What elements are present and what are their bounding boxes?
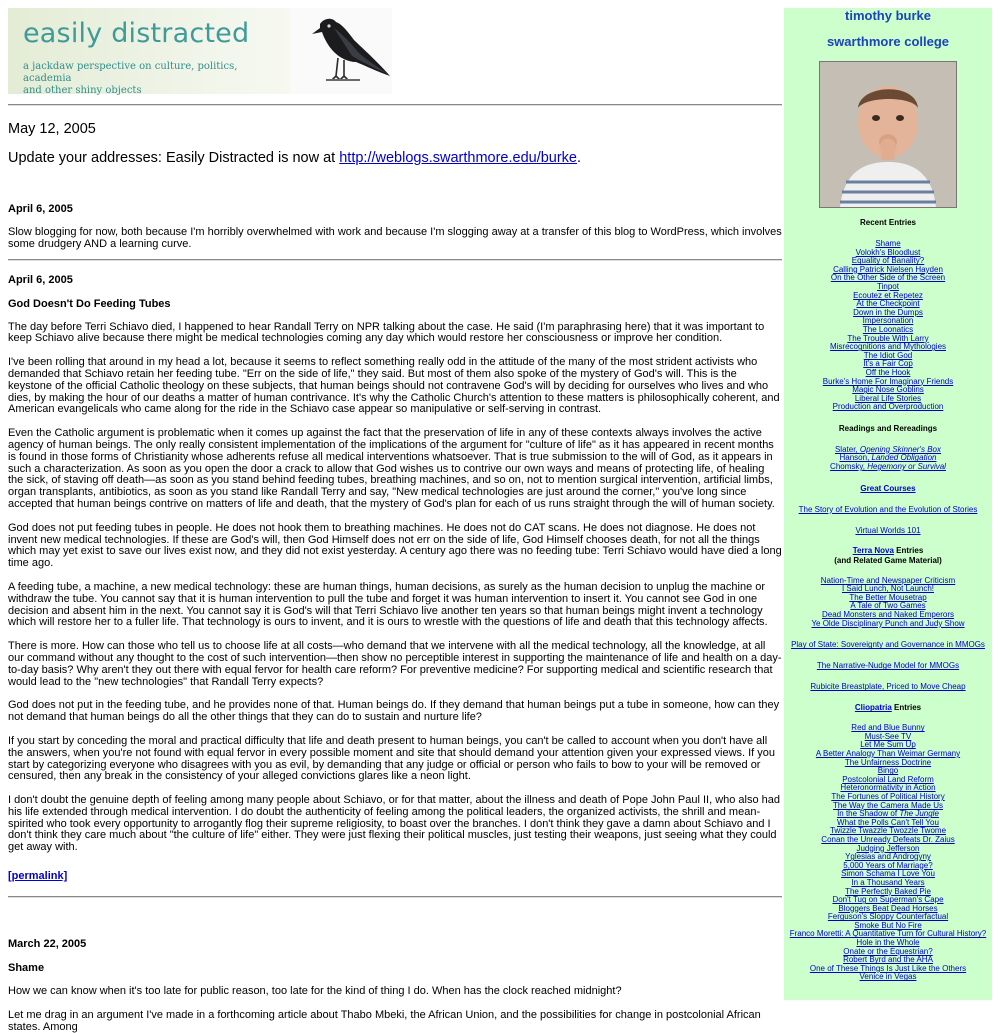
tagline-line-1: a jackdaw perspective on culture, politics, academia [23,61,238,84]
clio-entry-text: Let Me Sum Up [860,740,916,750]
clio-entry-text: Venice in Vegas [859,972,917,982]
terra-nova-link[interactable]: Terra Nova [852,545,894,555]
clio-entry-text: Franco Moretti: A Quantitative Turn for Cultural History? [789,929,987,939]
reading-link[interactable] [830,462,946,471]
author-photo [819,61,957,208]
divider [8,259,782,261]
clio-entry-text: Conan the Unready Defeats Dr. Zaius [821,834,955,844]
post-paragraph: If you start by conceding the moral and practical difficulty that life and death present to human beings, you can't be called to account when you don't have all the answers, when you're not found with equal fervor in every possible moment and site that should demand your attention given your expressed views. If you start by categorizing everyone who disagrees with you as evil, by demanding that any judge or official or person who fails to bow to your will be removed or censured, then any break in the consistency of your alleged convictions glares like a neon light. [8,734,776,783]
sidebar-entry-link[interactable]: Magic Nose Goblins [852,385,924,395]
sidebar-sections [784,218,992,982]
sidebar-entry-link[interactable]: Liberal Life Stories [854,393,922,403]
clio-entries-word: Entries [891,703,922,713]
clio-entry-text: The Fortunes of Political History [831,791,945,801]
sidebar-entry-link[interactable]: Impersonation [862,316,914,326]
narrative-nudge-link[interactable]: The Narrative-Nudge Model for MMOGs [816,661,960,671]
clio-entry-text: In a Thousand Years [851,877,925,887]
great-courses-title [784,484,992,494]
clio-entry-text: Judging Jefferson [856,843,920,853]
course-evolution-link[interactable]: The Story of Evolution and the Evolution of Stories [798,504,978,514]
blog-banner [8,8,392,94]
clio-entry-text: Red and Blue Bunny [851,723,925,733]
post-feeding-tubes [8,274,782,884]
recent-entries-list [784,240,992,412]
clio-entry-link[interactable] [860,972,917,981]
post-date: April 6, 2005 [8,273,73,286]
clio-entry-text: Don't Tug on Superman's Cape [832,895,944,905]
post-date: March 22, 2005 [8,938,87,951]
reading-work: Hegemony or Survival [867,462,946,472]
move-suffix: . [577,150,582,166]
post-paragraph: God does not put feeding tubes in people. He does not hook them to breathing machines. He does not do CAT scans. He does not diagnose. He does not invent new medical technologies. If these are God's will, then God Himself does not err on the side of life, God Himself chooses death, for not all the things which may yet exist to save our lives exist now, and they did not exist yesterday. A century ago there was no feeding tube: Terri Schiavo would have died a long time ago. [8,521,782,570]
post-shame [8,938,782,1033]
clio-item [784,973,992,982]
permalink-link[interactable]: [permalink] [8,870,68,883]
sidebar-entry-link[interactable]: Off the Hook [865,367,911,377]
sidebar-entry-link[interactable]: The Trouble With Larry [847,333,929,343]
clio-entry-text: 5,000 Years of Marriage? [843,860,933,870]
sidebar-entry-link[interactable]: At the Checkpoint [856,299,920,309]
narrative-nudge-item [784,661,992,671]
clio-entry-text: Heteronormativity in Action [840,783,936,793]
author-college: swarthmore college [826,34,950,49]
readings-list [784,446,992,472]
jackdaw-bird-icon [298,12,396,92]
post-paragraph: I don't doubt the genuine depth of feeling among many people about Schiavo, or for that matter, about the illness and death of Pope John Paul II, who also had his life extended through medical intervention. I do doubt the authenticity of feeling among the political leaders, the organized activists, the shrill and mean-spirited who took every opportunity to arrogantly flog their supreme religiosity, to boast over the branches. I don't think they gave a damn about Schiavo and I don't think they care much about "the culture of life" either. They were just flexing their political muscles, just testing their weapons, just seeing what they could get away with. [8,794,781,854]
reading-work: Landed Obligation [871,453,937,463]
clio-entry-text: One of These Things Is Just Like the Others [809,963,967,973]
sidebar-entry-link[interactable]: The Loonatics [862,324,914,334]
reading-work: Opening Skinner's Box [859,444,942,454]
clio-entry-text: Robert Byrd and the AHA [843,955,933,965]
cliopatria-link[interactable]: Cliopatria [854,703,892,713]
divider [8,104,782,106]
clio-entry-text: Twizzle Twazzle Twozzle Twome [829,826,947,836]
sidebar-entry-link[interactable]: Equality of Banality? [851,256,925,266]
main-column [8,104,782,1033]
sidebar-entry-link[interactable]: Volokh's Bloodlust [855,247,921,257]
move-text: Update your addresses: Easily Distracted is now at [8,150,340,166]
clio-entry-text: Hole in the Whole [856,938,920,948]
post-paragraph: There is more. How can those who tell us to choose life at all costs—who demand that we intervene with all the medical technology, all the knowledge, at all our command without any thought to the cost of such intervention—then show no perceptible interest in supporting the maintenance of life and health on a day-to-day basis? Why aren't they out there with equal fervor for health care reform? For preventive medicine? For supporting medical and scientific research that would lead to the "new technologies" that Randall Terry expects? [8,640,782,688]
terra-entries-word: Entries [893,545,924,555]
sidebar-entry-link[interactable]: Down in the Dumps [853,307,923,317]
sidebar-entry-link[interactable]: Tinpot [877,281,899,291]
author-name: timothy burke [845,8,931,23]
recent-entries-title: Recent Entries [859,218,917,227]
clio-entry-text: Postcolonial Land Reform [842,774,934,784]
great-courses-link[interactable]: Great Courses [860,483,916,493]
sidebar-entry-link[interactable]: Dead Monsters and Naked Emperors [821,610,955,620]
terra-nova-list [784,577,992,629]
play-of-state-link[interactable]: Play of State: Sovereignty and Governance in MMOGs [791,640,985,650]
sidebar-entry-link[interactable]: Calling Patrick Nielsen Hayden [833,264,943,274]
post-body [8,149,782,167]
rubicite-link[interactable]: Rubicite Breastplate, Priced to Move Cheap [810,682,966,692]
divider [8,896,782,898]
tagline-line-2: and other shiny objects [23,85,142,96]
reading-author: Hanson, [839,453,872,463]
sidebar [784,8,992,1000]
sidebar-entry-link[interactable]: On the Other Side of the Screen [830,273,946,283]
post-title: God Doesn't Do Feeding Tubes [8,297,171,310]
sidebar-entry-link[interactable]: Shame [875,239,901,248]
sidebar-entry-link[interactable]: Nation-Time and Newspaper Criticism [820,575,956,585]
terra-nova-title [784,546,992,566]
post-paragraph: Let me drag in an argument I've made in a forthcoming article about Thabo Mbeki, the African Union, and the possibilities for change in postcolonial African states. Among [8,1008,761,1033]
clio-entry-text: The Way the Camera Made Us [833,800,943,810]
post-paragraph: How we can know when it's too late for public reason, too late for the kind of thing I do. When has the clock reached midnight? [8,985,622,998]
rubicite-item [784,682,992,692]
clio-entry-text: The Unfairness Doctrine [844,757,932,767]
sidebar-entry-link[interactable]: Ecoutez et Repetez [853,290,923,300]
post-paragraph: I've been rolling that around in my head a lot, because it seems to reflect something really odd in the attitude of the many of the most strident activists who demanded that Schiavo retain her feeding tube. "Err on the side of life," they said. But most of them also spoke of the mystery of God's will. This is the keystone of the official Catholic theology on these subjects, that human beings should not contravene God's will by deciding for ourselves who lives and who dies, by making the hour of our deaths a matter of human contrivance. It's why the Catholic Church's attention to these matters is philosophically coherent, and American evangelicals who came along for the ride in the Schiavo case appear so manipulative or self-serving in contrast. [8,356,780,416]
cliopatria-list [784,724,992,982]
post-paragraph: The day before Terri Schiavo died, I happened to hear Randall Terry on NPR talking about the case. He said (I'm paraphrasing here) that it was important to keep Schiavo alive because there might be medical technologies coming any day which would restore her consciousness or improve her condition. [8,320,765,345]
sidebar-entry-link[interactable]: Production and Overproduction [832,402,944,412]
cliopatria-title [784,703,992,713]
clio-entry-text: In the Shadow of [837,809,900,819]
sidebar-entry-link[interactable]: The Idiot God [863,350,913,360]
permalink-row [8,866,782,884]
sidebar-entry-link[interactable]: Misrecognitions and Mythologies [829,342,947,352]
play-of-state-item [784,640,992,650]
post-date: May 12, 2005 [8,121,96,137]
reading-author: Chomsky, [830,462,868,472]
post-slow-blogging [8,203,782,251]
sidebar-entry-link[interactable]: It's a Fair Cop [863,359,913,369]
blog-tagline [23,61,283,97]
post-title: Shame [8,962,45,975]
sidebar-entry-link[interactable]: Ye Olde Disciplinary Punch and Judy Show [811,618,965,628]
clio-entry-text: A Better Analogy Than Weimar Germany [815,749,961,758]
post-paragraph: Slow blogging for now, both because I'm horribly overwhelmed with work and because I'm slogging away at a transfer of this blog to WordPress, which involves some drudgery AND a learning curve. [8,226,782,250]
post-paragraph: Even the Catholic argument is problematic when it comes up against the fact that the preservation of life in any of these contexts always involves the active agency of human beings. The only really consistent implementation of the implications of the argument for "culture of life" as it has appeared in recent months is found in those forms of Christianity whose adherents refuse all medical interventions whatsoever. That is true submission to the will of God, as it appears in such a characterization. As soon as you open the door a crack to allow that God wishes us to contrive our own ways and means of protecting life, of healing the sick, of staving off death—as soon as you stand behind feeding tubes, breathing machines, and so on, not to mention surgical intervention, artificial limbs, organ transplants, antibiotics, as soon as you stand like Randall Terry and say, "New medical technologies are just around the corner," you've long since accepted that human beings contrive on matters of life and death, that the mystery of God's plan for each of us runs straight through the will of human society. [8,427,775,510]
clio-entry-text: Onate or the Equestrian? [843,946,933,956]
clio-entry-text: Bingo [877,766,899,776]
reading-author: Slater, [834,444,860,454]
banner-panel [8,8,290,94]
reading-item [784,463,992,472]
post-paragraph: A feeding tube, a machine, a new medical technology: these are human things, human decisions, as surely as the human decision to unplug the machine or withdraw the tube. You cannot say that it is human intervention to pull the tube and forget it was human intervention to insert it. You cannot see God in one decision and absent him in the next. You cannot say it is God's will that Terri Schiavo live another ten years so that human beings might invent a technology which will restore her to a fuller life. That technology is ours to invent, and it is ours to wrestle with the questions of life and death that this technology affects. [8,580,768,629]
post-date: April 6, 2005 [8,203,73,215]
child-portrait-icon [820,62,956,207]
new-blog-link[interactable]: http://weblogs.swarthmore.edu/burke [339,150,577,166]
clio-entry-text: Yglesias and Androgyny [845,852,931,862]
course-virtual-item [784,526,992,536]
sidebar-list-item [784,403,992,412]
post-paragraph: God does not put in the feeding tube, and he provides none of that. Human beings do. If they demand that human beings put a tube in someone, how can they not demand that human beings do all the other things that they can do to sustain and nurture life? [8,699,780,724]
post-move-notice [8,121,782,167]
clio-entry-text: Simon Schama I Love You [841,869,935,879]
clio-entry-text: Ferguson's Sloppy Counterfactual [827,912,949,922]
readings-title: Readings and Rereadings [838,423,938,433]
clio-entry-text: Must-See TV [864,731,912,741]
clio-entry-text: Bloggers Beat Dead Horses [838,903,938,913]
sidebar-entry-link[interactable]: A Tale of Two Games [850,601,926,611]
clio-entry-italic: The Jungle [899,809,939,819]
clio-entry-text: Smoke But No Fire [854,920,922,930]
course-virtual-link[interactable]: Virtual Worlds 101 [855,525,921,535]
sidebar-entry-link[interactable]: Burke's Home For Imaginary Friends [822,376,954,386]
sidebar-entry-link[interactable]: The Better Mousetrap [849,592,927,602]
clio-entry-text: The Perfectly Baked Pie [845,886,931,896]
course-evolution-item [784,505,992,515]
terra-related-note: (and Related Game Material) [834,555,942,565]
clio-entry-text: What the Polls Can't Tell You [837,817,939,827]
blog-title: easily distracted [23,18,250,49]
sidebar-entry-link[interactable]: I Said Lunch, Not Launch! [841,584,935,594]
sidebar-list-item [784,620,992,629]
